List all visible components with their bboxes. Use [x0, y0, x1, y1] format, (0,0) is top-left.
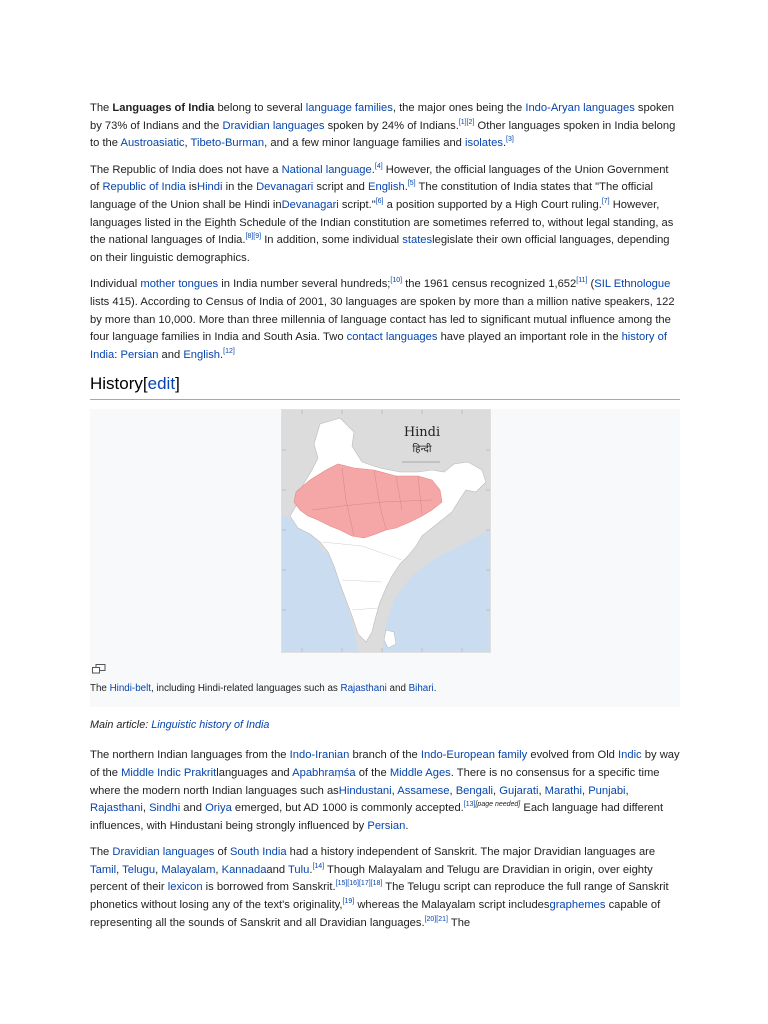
intro-paragraph-2: The Republic of India does not have a National language.[4] However, the official languages of the Union Government of Republic of India isHindi in the Devanagari script and English.[5] The constitution of India states that "The official language of the Union shall be Hindi inDevanagari script."[6] a position supported by a High Court ruling.[7] However, languages listed in the Eighth Schedule of the Indian constitution are sometimes referred to, without legal standing, as the national languages of India.[8][9] In addition, some individual stateslegislate their own official languages, depending on their linguistic demographics.	[90, 162, 674, 264]
link-sindhi[interactable]: Sindhi	[149, 802, 181, 815]
link-english[interactable]: English	[368, 181, 405, 194]
ref-4[interactable]: [4]	[374, 162, 383, 170]
ref-8-9[interactable]: [8][9]	[245, 233, 262, 241]
link-language-families[interactable]: language families	[305, 102, 393, 114]
link-dravidian-languages[interactable]: Dravidian languages	[222, 119, 325, 132]
edit-section-link[interactable]: edit	[147, 374, 176, 394]
ref-5[interactable]: [5]	[407, 180, 416, 188]
link-bihari[interactable]: Bihari	[408, 683, 434, 695]
history-paragraph-1: The northern Indian languages from the Indo-Iranian branch of the Indo-European family evolved from Old Indic by way of the Middle Indic Prakritlanguages and Apabhraṃśa of the Middle Ages. There is no consensus for a specific time where the modern north Indian languages such asHindustani, Assamese, Bengali, Gujarati, Marathi, Punjabi, Rajasthani, Sindhi and Oriya emerged, but AD 1000 is commonly accepted.[13][page needed] Each language had different influences, with Hindustani being strongly influenced by Persian.	[90, 749, 680, 832]
link-indic[interactable]: Indic	[618, 749, 642, 762]
intro-paragraph-3: Individual mother tongues in India number several hundreds;[10] the 1961 census recognized 1,652[11] (SIL Ethnologue lists 415). According to Census of India of 2001, 30 languages are spoken by more than a million native speakers, 122 by more than 10,000. More than three millennia of language contact has led to significant mutual influence among the four language families in India and South Asia. Two contact languages have played an important role in the history of India: Persian and English.[12]	[90, 277, 675, 361]
link-states[interactable]: states	[402, 234, 433, 247]
history-paragraph-2: The Dravidian languages of South India had a history independent of Sanskrit. The major Dravidian languages are Tamil, Telugu, Malayalam, Kannadaand Tulu.[14] Though Malayalam and Telugu are Dravidian in origin, over eighty percent of their lexicon is borrowed from Sanskrit.[15][16][17][18] The Telugu script can reproduce the full range of Sanskrit phonetics without losing any of the text's originality,[19] whereas the Malayalam script includesgraphemes capable of representing all the sounds of Sanskrit and all Dravidian languages.[20][21] The	[90, 846, 669, 929]
link-south-india[interactable]: South India	[229, 846, 287, 859]
link-rajasthani-2[interactable]: Rajasthani	[90, 802, 143, 815]
ref-13[interactable]: [13]	[463, 801, 476, 809]
link-persian-2[interactable]: Persian	[367, 819, 406, 832]
magnify-icon[interactable]	[92, 664, 106, 674]
link-indo-european-family[interactable]: Indo-European family	[420, 749, 528, 762]
link-dravidian-languages-2[interactable]: Dravidian languages	[112, 846, 215, 859]
ref-20-21[interactable]: [20][21]	[424, 915, 448, 923]
link-devanagari-2[interactable]: Devanagari	[281, 198, 339, 211]
map-title: Hindi	[403, 425, 441, 441]
link-austroasiatic[interactable]: Austroasiatic	[120, 137, 185, 150]
link-bengali[interactable]: Bengali	[455, 784, 494, 797]
link-linguistic-history-of-india[interactable]: Linguistic history of India	[151, 719, 270, 732]
link-devanagari[interactable]: Devanagari	[256, 181, 314, 194]
map-figure	[90, 409, 680, 707]
hindi-belt-map[interactable]	[281, 409, 491, 653]
link-hindustani[interactable]: Hindustani	[338, 784, 392, 797]
page-needed-tag[interactable]: [page needed]	[475, 801, 521, 809]
link-tibeto-burman[interactable]: Tibeto-Burman	[190, 137, 265, 150]
figure-caption: The Hindi-belt, including Hindi-related languages such as Rajasthani and Bihari.	[90, 683, 437, 695]
link-mother-tongues[interactable]: mother tongues	[140, 278, 219, 291]
article-title-bold: Languages of India	[112, 102, 215, 114]
link-national-language[interactable]: National language	[281, 163, 372, 176]
link-sil-ethnologue[interactable]: SIL Ethnologue	[594, 278, 671, 291]
link-indo-aryan-languages[interactable]: Indo-Aryan languages	[525, 102, 635, 114]
link-middle-ages[interactable]: Middle Ages	[389, 766, 451, 779]
ref-1-2[interactable]: [1][2]	[458, 118, 475, 126]
link-apabhramsa[interactable]: Apabhraṃśa	[292, 766, 356, 779]
ref-6[interactable]: [6]	[375, 197, 384, 205]
link-assamese[interactable]: Assamese	[397, 784, 450, 797]
link-rajasthani[interactable]: Rajasthani	[340, 683, 387, 695]
link-persian[interactable]: Persian	[120, 348, 159, 361]
link-oriya[interactable]: Oriya	[205, 802, 232, 815]
link-graphemes[interactable]: graphemes	[549, 899, 606, 912]
main-article-hatnote: Main article: Linguistic history of India	[90, 719, 270, 732]
link-gujarati[interactable]: Gujarati	[499, 784, 539, 797]
link-middle-indic-prakrit[interactable]: Middle Indic Prakrit	[121, 766, 217, 779]
ref-7[interactable]: [7]	[601, 197, 610, 205]
link-republic-of-india[interactable]: Republic of India	[102, 181, 186, 194]
ref-19[interactable]: [19]	[342, 898, 355, 906]
ref-10[interactable]: [10]	[390, 277, 403, 285]
link-telugu[interactable]: Telugu	[122, 863, 156, 876]
link-contact-languages[interactable]: contact languages	[346, 331, 438, 344]
map-graphic	[282, 410, 490, 652]
ref-3[interactable]: [3]	[506, 136, 514, 144]
link-punjabi[interactable]: Punjabi	[588, 784, 626, 797]
intro-paragraph-1: The Languages of India belong to several language families, the major ones being the Indo-Aryan languages spoken by 73% of Indians and the Dravidian languages spoken by 24% of Indians.[1][2] Other languages spoken in India belong to the Austroasiatic, Tibeto-Burman, and a few minor language families and isolates.[3]	[90, 102, 676, 150]
link-malayalam[interactable]: Malayalam	[161, 863, 216, 876]
map-subtitle: हिन्दी	[412, 444, 432, 456]
link-tulu[interactable]: Tulu	[288, 863, 310, 876]
article-body	[90, 100, 680, 941]
link-indo-iranian[interactable]: Indo-Iranian	[289, 749, 350, 762]
link-history-of-india[interactable]: history of India	[90, 331, 667, 361]
link-marathi[interactable]: Marathi	[544, 784, 582, 797]
ref-12[interactable]: [12]	[223, 347, 235, 355]
link-hindi[interactable]: Hindi	[196, 181, 223, 194]
link-hindi-belt[interactable]: Hindi-belt	[109, 683, 151, 695]
ref-11[interactable]: [11]	[576, 277, 588, 285]
link-english-2[interactable]: English	[183, 348, 221, 361]
link-isolates[interactable]: isolates	[465, 137, 503, 150]
link-tamil[interactable]: Tamil	[90, 863, 117, 876]
section-heading-history: History[edit]	[90, 373, 680, 400]
link-kannada[interactable]: Kannada	[221, 863, 267, 876]
link-lexicon[interactable]: lexicon	[167, 881, 203, 894]
ref-14[interactable]: [14]	[312, 862, 325, 870]
ref-15-18[interactable]: [15][16][17][18]	[335, 880, 383, 888]
